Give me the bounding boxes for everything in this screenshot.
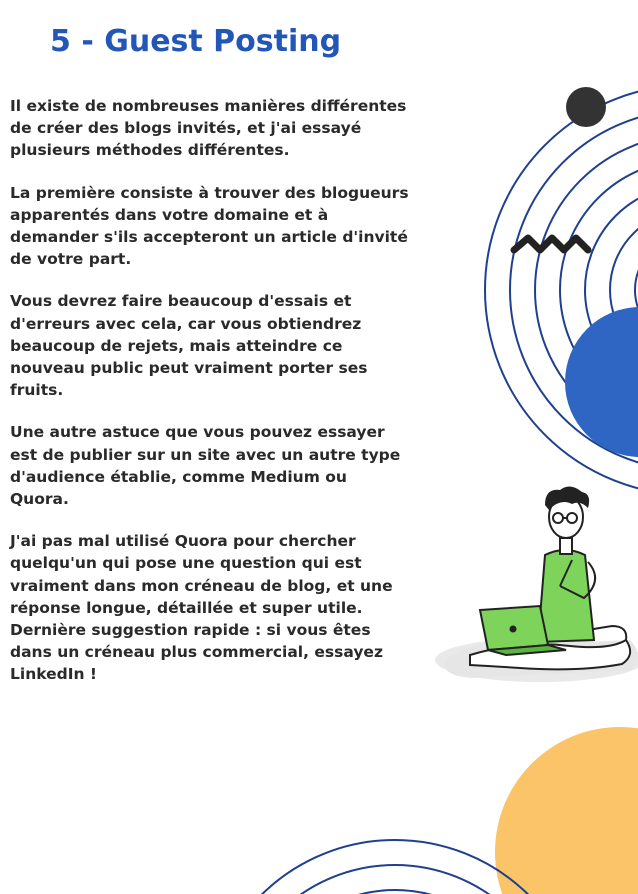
zigzag-wave-icon [514, 238, 588, 250]
text-line: fruits. [10, 381, 64, 400]
text-line: La première consiste à trouver des blogueurs [10, 183, 409, 202]
text-line: LinkedIn ! [10, 665, 97, 684]
body-text [10, 95, 495, 706]
text-line: demander s'ils accepteront un article d'invité [10, 228, 408, 247]
text-line: vraiment dans mon créneau de blog, et une [10, 576, 393, 595]
paragraph [10, 530, 495, 685]
text-line: Vous devrez faire beaucoup d'essais et [10, 292, 352, 311]
paragraph [10, 182, 495, 271]
text-line: réponse longue, détaillée et super utile. [10, 598, 363, 617]
text-line: de votre part. [10, 250, 132, 269]
page-title: 5 - Guest Posting [50, 24, 342, 59]
text-line: Quora. [10, 490, 69, 509]
paragraph [10, 95, 495, 162]
blue-circle-icon [565, 307, 638, 457]
paragraph [10, 290, 495, 401]
text-line: d'audience établie, comme Medium ou [10, 467, 347, 486]
text-line: Dernière suggestion rapide : si vous êtes [10, 621, 371, 640]
text-line: dans un créneau plus commercial, essayez [10, 643, 383, 662]
text-line: Il existe de nombreuses manières différentes [10, 97, 407, 115]
text-line: J'ai pas mal utilisé Quora pour chercher [10, 532, 356, 551]
text-line: quelqu'un qui pose une question qui est [10, 554, 362, 573]
text-line: plusieurs méthodes différentes. [10, 141, 290, 160]
text-line: apparentés dans votre domaine et à [10, 205, 329, 224]
paragraph [10, 421, 495, 510]
text-line: Une autre astuce que vous pouvez essayer [10, 423, 385, 442]
orange-circle-icon [495, 727, 638, 894]
text-line: est de publier sur un site avec un autre type [10, 445, 401, 464]
dark-dot-icon [566, 87, 606, 127]
text-line: beaucoup de rejets, mais atteindre ce [10, 336, 343, 355]
text-line: de créer des blogs invités, et j'ai essayé [10, 119, 362, 138]
text-line: d'erreurs avec cela, car vous obtiendrez [10, 314, 362, 333]
text-line: nouveau public peut vraiment porter ses [10, 359, 368, 378]
